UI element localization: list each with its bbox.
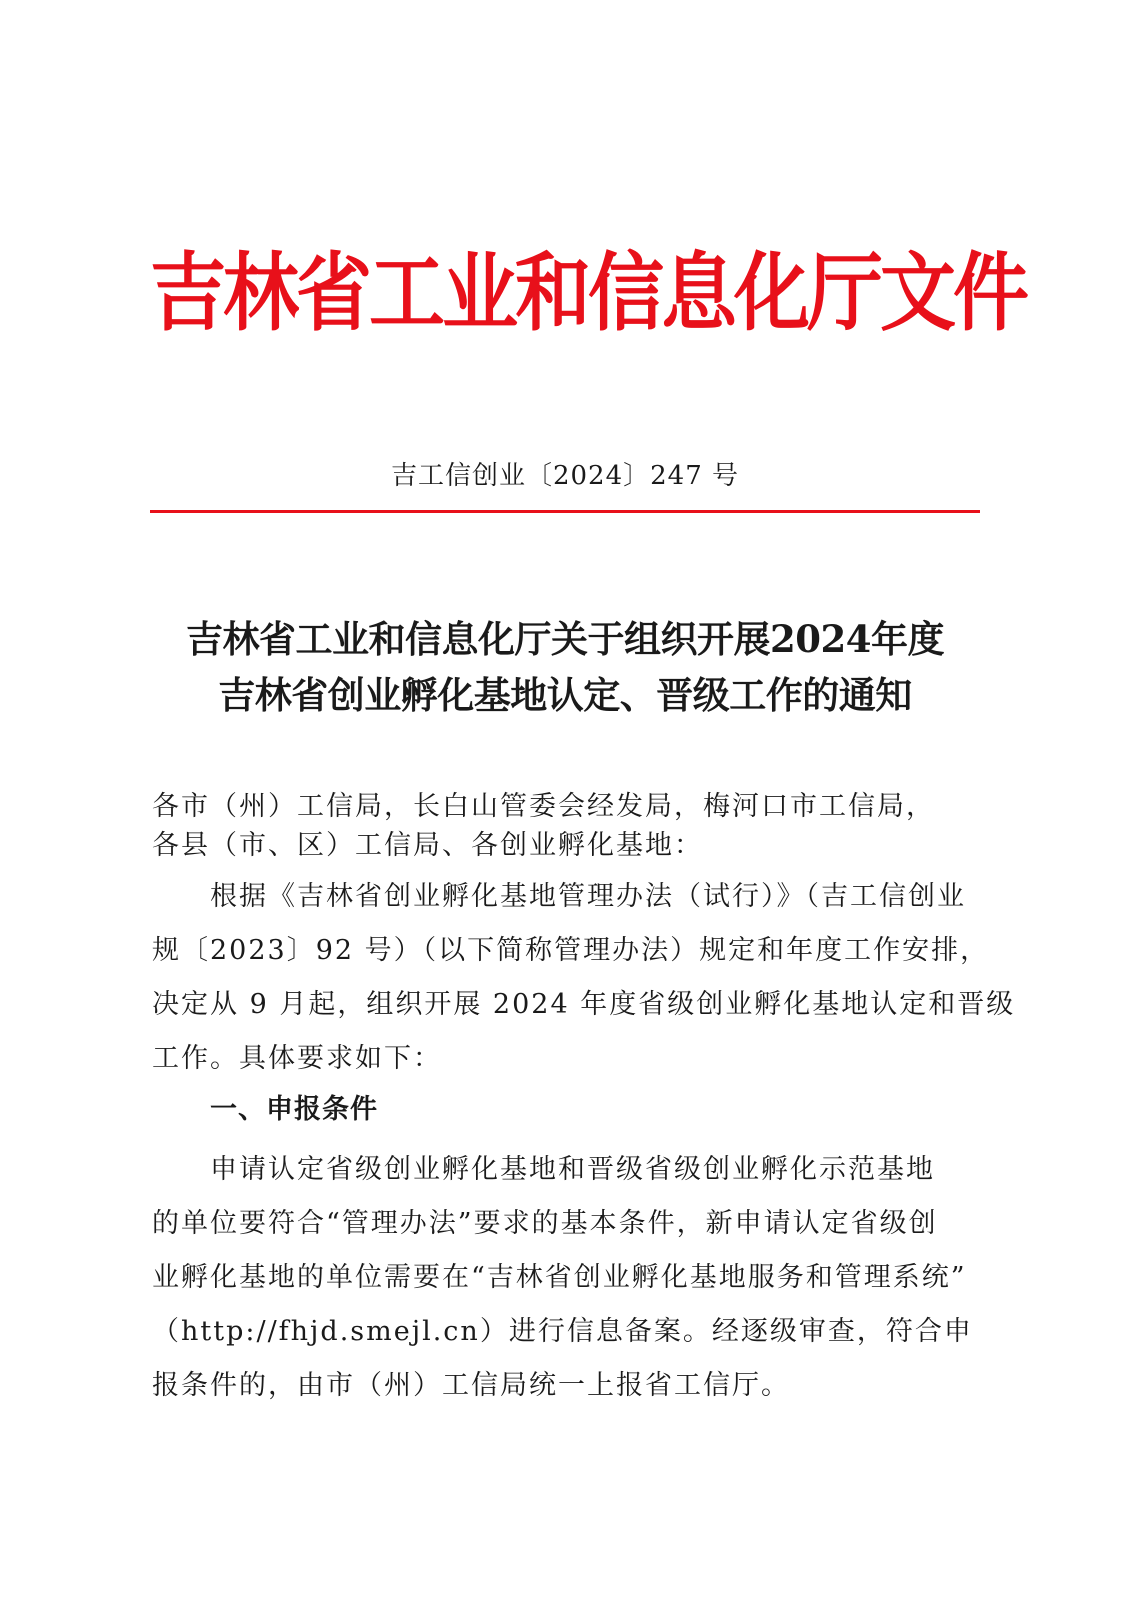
paragraph-line: 规〔2023〕92 号）（以下简称管理办法）规定和年度工作安排， [152,935,990,966]
notice-title-line-1: 吉林省工业和信息化厅关于组织开展2024年度 [186,617,944,661]
paragraph-line: （http://fhjd.smejl.cn）进行信息备案。经逐级审查，符合申 [152,1316,973,1347]
notice-title-line-2: 吉林省创业孵化基地认定、晋级工作的通知 [218,673,912,717]
paragraph-line: 报条件的，由市（州）工信局统一上报省工信厅。 [152,1370,790,1401]
paragraph-line: 根据《吉林省创业孵化基地管理办法（试行）》（吉工信创业 [210,881,966,912]
addressee-line-2: 各县（市、区）工信局、各创业孵化基地： [152,830,703,861]
paragraph-line: 业孵化基地的单位需要在“吉林省创业孵化基地服务和管理系统” [152,1262,967,1293]
body-paragraph-1 [152,870,1016,1086]
paragraph-line: 工作。具体要求如下： [152,1043,442,1074]
document-masthead: 吉林省工业和信息化厅文件 [150,243,1026,343]
paragraph-line: 决定从 9 月起，组织开展 2024 年度省级创业孵化基地认定和晋级 [152,989,1016,1020]
paragraph-line: 申请认定省级创业孵化基地和晋级省级创业孵化示范基地 [210,1154,935,1185]
body-paragraph-2 [152,1143,978,1413]
addressee-block [152,787,982,865]
section-heading-1: 一、申报条件 [210,1094,378,1125]
document-number: 吉工信创业〔2024〕247 号 [390,461,740,491]
paragraph-line: 的单位要符合“管理办法”要求的基本条件，新申请认定省级创 [152,1208,938,1239]
red-divider-line [150,510,980,513]
notice-title [150,611,980,723]
addressee-line-1: 各市（州）工信局，长白山管委会经发局，梅河口市工信局， [152,791,935,822]
